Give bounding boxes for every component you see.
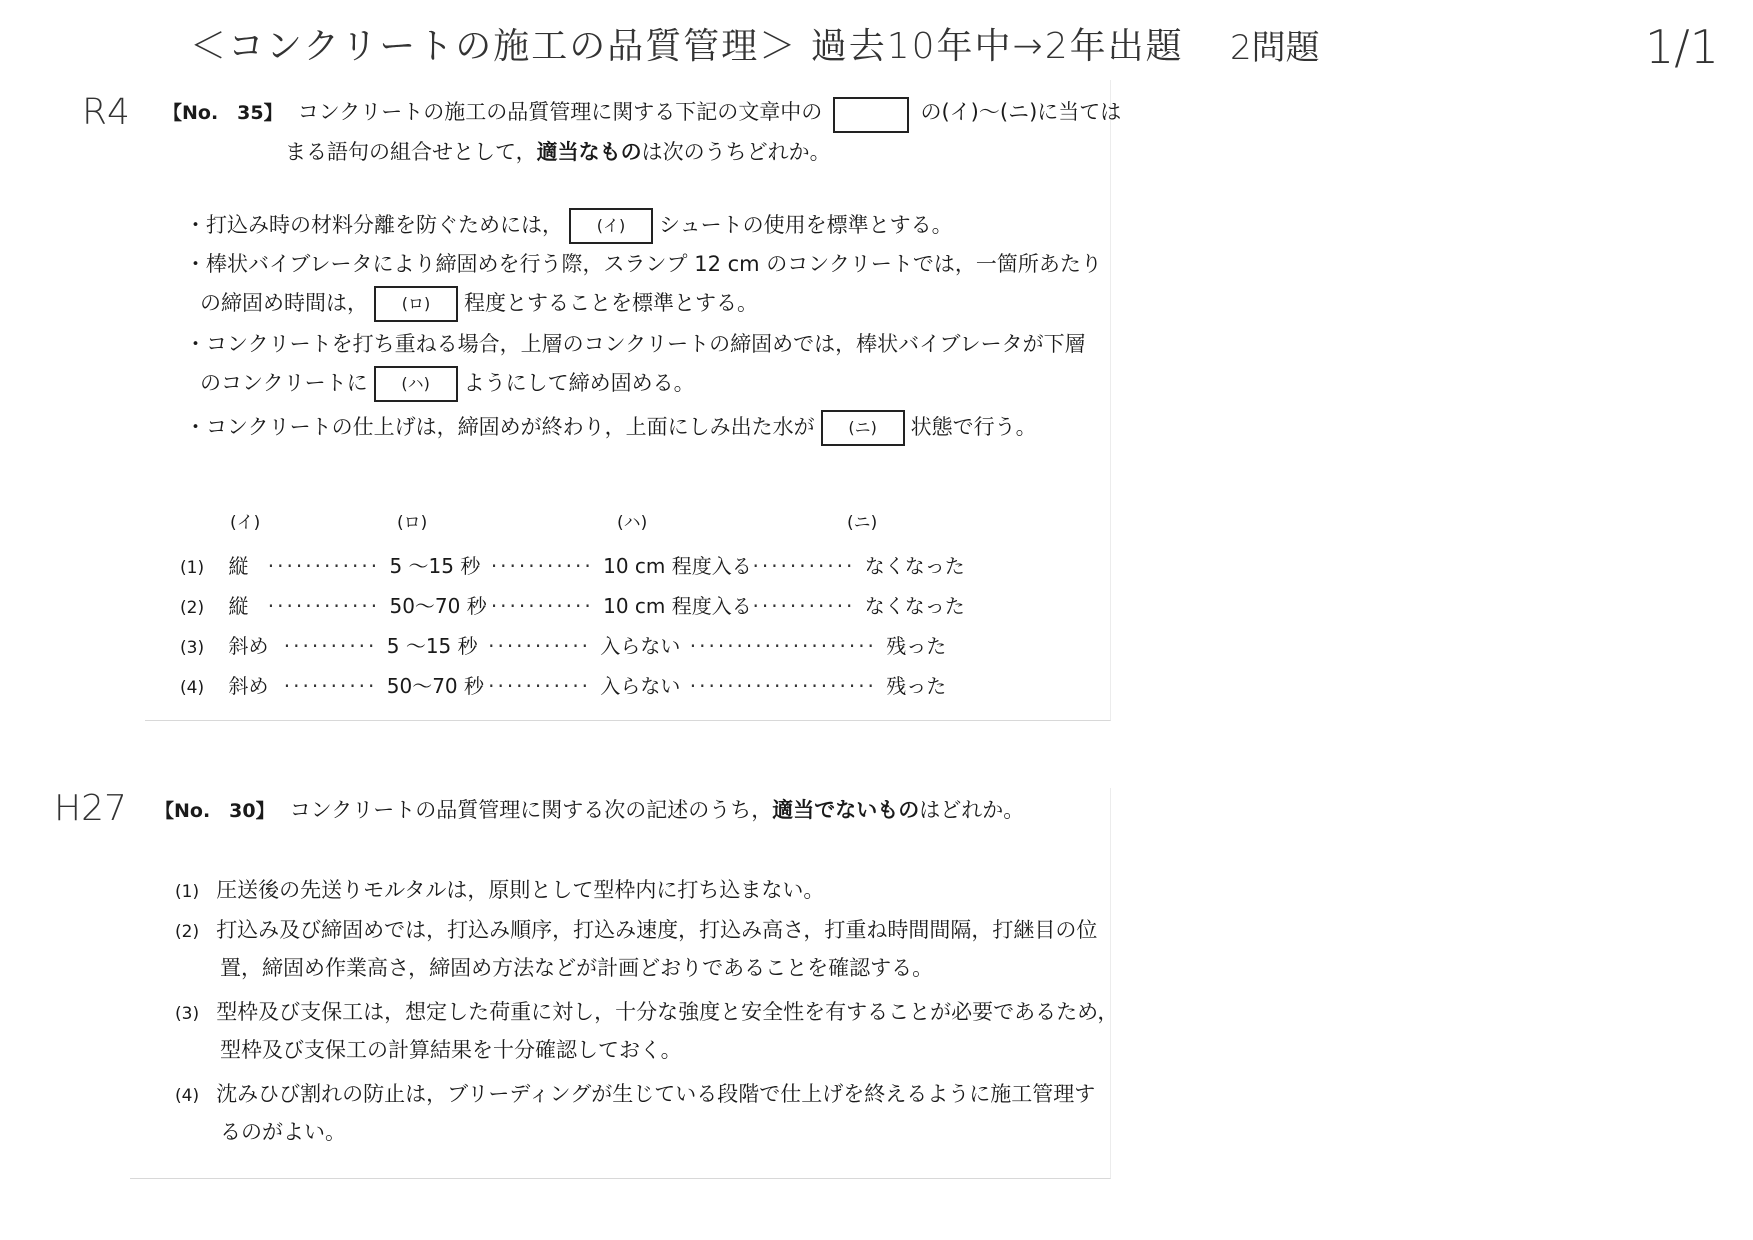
bullet-text: シュートの使用を標準とする。 bbox=[659, 213, 953, 237]
option-value-c: 10 cm 程度入る bbox=[603, 594, 752, 618]
option-value-d: なくなった bbox=[864, 554, 965, 578]
question-35-stem-line2 bbox=[285, 136, 831, 166]
empty-blank-box bbox=[833, 97, 909, 133]
option-value-a: 縦 bbox=[228, 554, 249, 578]
statement-item[interactable] bbox=[175, 996, 1118, 1026]
statement-item[interactable] bbox=[175, 914, 1097, 944]
stem-text: コンクリートの品質管理に関する次の記述のうち， bbox=[289, 798, 773, 822]
bullet-text: 状態で行う。 bbox=[910, 415, 1037, 439]
option-value-b: 50～70 秒 bbox=[386, 674, 485, 698]
bullet-text: ・コンクリートを打ち重ねる場合，上層のコンクリートの締固めでは，棒状バイブレータが下層 bbox=[185, 332, 1086, 356]
item-text: 打込み及び締固めでは，打込み順序，打込み速度，打込み高さ，打重ね時間間隔，打継目の位 bbox=[216, 918, 1098, 942]
answer-option[interactable]: (3) 斜め ·········· 5 ～15 秒 ··········· 入らない ···················· 残った bbox=[180, 630, 946, 659]
question-30-stem bbox=[155, 794, 1024, 824]
item-number: (1) bbox=[175, 882, 200, 902]
column-header: (ハ) bbox=[617, 513, 648, 533]
option-value-b: 5 ～15 秒 bbox=[389, 554, 481, 578]
bullet-line bbox=[200, 286, 758, 322]
question-35-stem-line1 bbox=[163, 96, 1121, 133]
option-value-a: 斜め bbox=[228, 674, 269, 698]
option-value-c: 入らない bbox=[600, 634, 681, 658]
stem-emphasis: 適当なもの bbox=[536, 140, 642, 164]
column-header: (イ) bbox=[230, 513, 261, 533]
stem-text: はどれか。 bbox=[919, 798, 1025, 822]
stem-text: まる語句の組合せとして， bbox=[285, 140, 537, 164]
item-number: (2) bbox=[175, 922, 200, 942]
blank-box: (ニ) bbox=[821, 410, 905, 446]
handwritten-question-count: 2問題 bbox=[1230, 28, 1320, 68]
stem-emphasis: 適当でないもの bbox=[772, 798, 920, 822]
item-text: 型枠及び支保工は，想定した荷重に対し，十分な強度と安全性を有することが必要であるため， bbox=[216, 1000, 1119, 1024]
answer-option[interactable]: (4) 斜め ·········· 50～70 秒 ··········· 入らない ···················· 残った bbox=[180, 670, 946, 699]
bullet-text: ・棒状バイブレータにより締固めを行う際，スランプ 12 cm のコンクリートでは，一箇所あたり bbox=[185, 252, 1102, 276]
handwritten-page-number: 1/1 bbox=[1645, 20, 1720, 74]
column-header: (ニ) bbox=[847, 513, 878, 533]
option-value-a: 斜め bbox=[228, 634, 269, 658]
bullet-line bbox=[185, 328, 1086, 358]
blank-box: (ハ) bbox=[374, 366, 458, 402]
option-number: (2) bbox=[180, 598, 205, 618]
handwritten-title: ＜コンクリートの施工の品質管理＞ 過去10年中→2年出題 bbox=[190, 26, 1184, 67]
bullet-text: ・打込み時の材料分離を防ぐためには， bbox=[185, 213, 563, 237]
option-value-c: 10 cm 程度入る bbox=[603, 554, 752, 578]
bullet-line bbox=[185, 208, 953, 244]
blank-box: (ロ) bbox=[374, 286, 458, 322]
question-35-sheet bbox=[145, 80, 1122, 721]
bullet-line bbox=[185, 410, 1037, 446]
option-value-d: なくなった bbox=[864, 594, 965, 618]
item-text-continued: 置，締固め作業高さ，締固め方法などが計画どおりであることを確認する。 bbox=[220, 956, 934, 980]
answer-option[interactable]: (2) 縦 ············ 50～70 秒 ··········· 10 cm 程度入る ··········· なくなった bbox=[180, 590, 965, 619]
bullet-line bbox=[185, 248, 1102, 278]
bullet-text: ようにして締め固める。 bbox=[463, 371, 695, 395]
question-number: 【No. 30】 bbox=[155, 800, 275, 822]
option-value-c: 入らない bbox=[600, 674, 681, 698]
stem-text: コンクリートの施工の品質管理に関する下記の文章中の bbox=[297, 100, 823, 124]
bullet-line bbox=[200, 366, 695, 402]
bullet-text: の締固め時間は， bbox=[200, 291, 368, 315]
blank-box: (イ) bbox=[569, 208, 653, 244]
column-header: (ロ) bbox=[397, 513, 428, 533]
statement-item[interactable] bbox=[175, 874, 824, 904]
handwritten-year-h27: H27 bbox=[54, 788, 127, 829]
option-number: (1) bbox=[180, 558, 205, 578]
option-value-a: 縦 bbox=[228, 594, 249, 618]
option-value-b: 50～70 秒 bbox=[389, 594, 487, 618]
item-number: (3) bbox=[175, 1004, 200, 1024]
option-number: (4) bbox=[180, 678, 205, 698]
bullet-text: のコンクリートに bbox=[200, 371, 368, 395]
item-text: 沈みひび割れの防止は，ブリーディングが生じている段階で仕上げを終えるように施工管理す bbox=[216, 1082, 1096, 1106]
question-30-sheet bbox=[130, 788, 1119, 1179]
option-number: (3) bbox=[180, 638, 205, 658]
stem-text: は次のうちどれか。 bbox=[641, 140, 831, 164]
item-text: 圧送後の先送りモルタルは，原則として型枠内に打ち込まない。 bbox=[216, 878, 825, 902]
item-text-continued: るのがよい。 bbox=[220, 1120, 346, 1144]
option-value-d: 残った bbox=[886, 674, 947, 698]
bullet-text: ・コンクリートの仕上げは，締固めが終わり，上面にしみ出た水が bbox=[185, 415, 815, 439]
stem-text: の(イ)～(ニ)に当ては bbox=[920, 100, 1122, 124]
item-number: (4) bbox=[175, 1086, 200, 1106]
statement-item[interactable] bbox=[175, 1078, 1095, 1108]
bullet-text: 程度とすることを標準とする。 bbox=[464, 291, 758, 315]
option-value-b: 5 ～15 秒 bbox=[386, 634, 478, 658]
question-number: 【No. 35】 bbox=[163, 102, 283, 124]
answer-option[interactable]: (1) 縦 ············ 5 ～15 秒 ··········· 10 cm 程度入る ··········· なくなった bbox=[180, 550, 965, 579]
option-value-d: 残った bbox=[886, 634, 947, 658]
handwritten-year-r4: R4 bbox=[82, 92, 130, 133]
item-text-continued: 型枠及び支保工の計算結果を十分確認しておく。 bbox=[220, 1038, 682, 1062]
